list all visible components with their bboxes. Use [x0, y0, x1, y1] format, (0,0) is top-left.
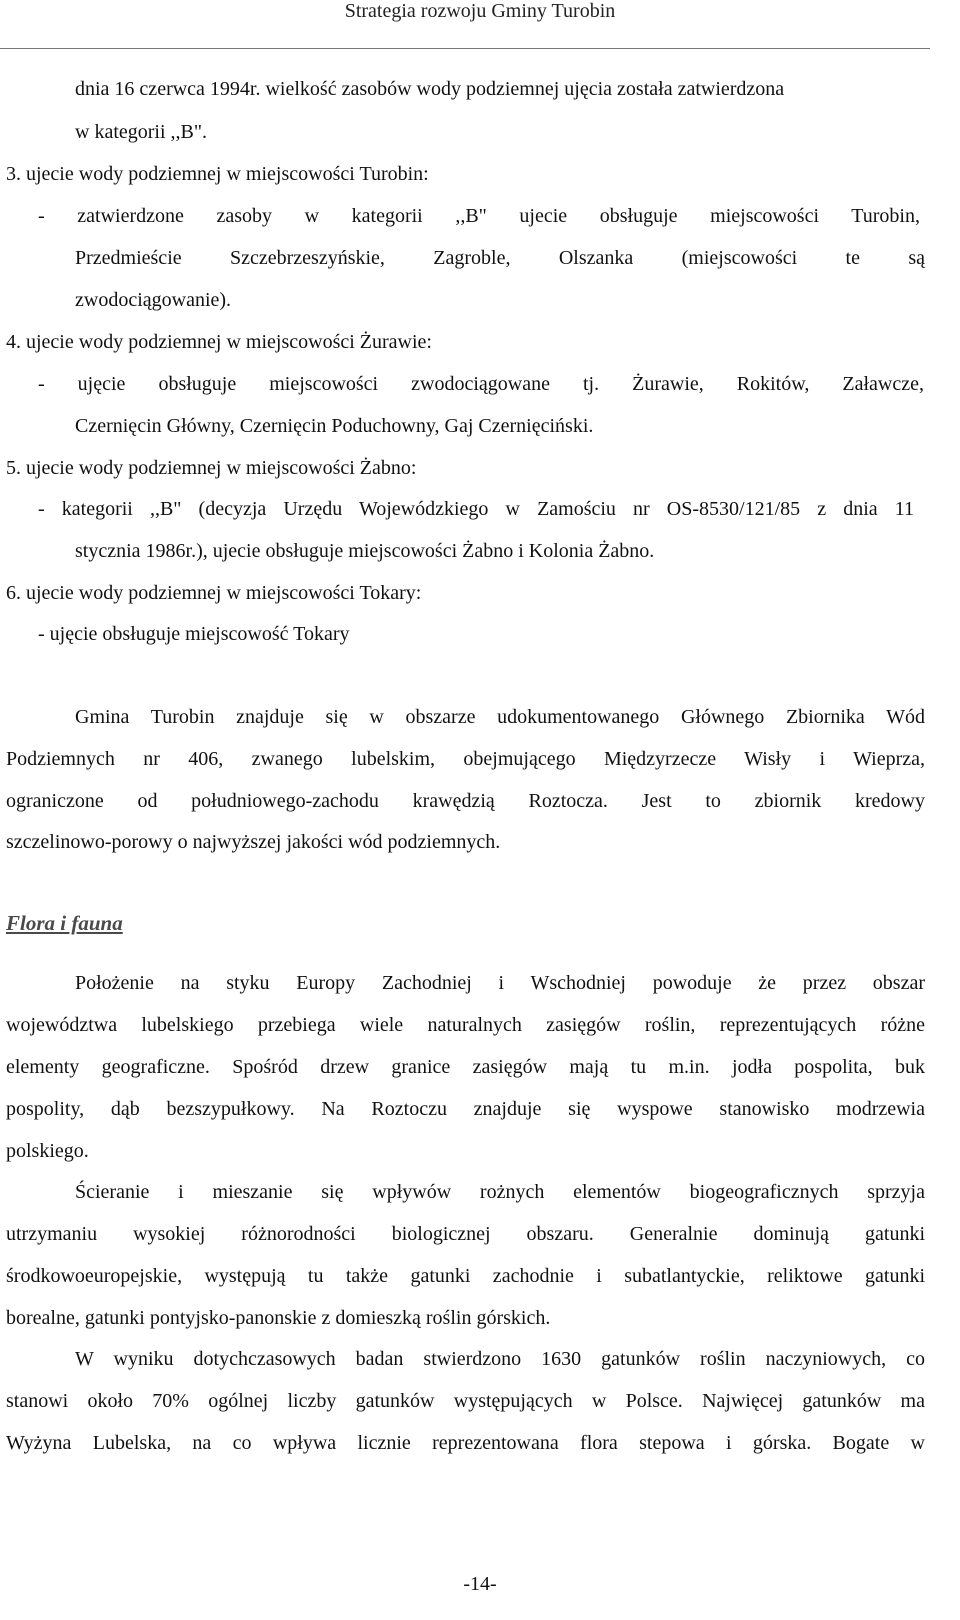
- list-item-4-title: 4. ujecie wody podziemnej w miejscowości Żurawie:: [6, 331, 432, 353]
- paragraph-biogeography-line-1: Ścieranie i mieszanie się wpływów rożnych elementów biogeograficznych sprzyja: [75, 1181, 925, 1203]
- list-item-4-cont: Czernięcin Główny, Czernięcin Poduchowny, Gaj Czernięciński.: [75, 415, 594, 437]
- paragraph-location-line-5: polskiego.: [6, 1140, 89, 1162]
- list-item-6-bullet: - ujęcie obsługuje miejscowość Tokary: [38, 623, 350, 645]
- page-number: -14-: [463, 1573, 497, 1595]
- section-heading-flora-fauna: Flora i fauna: [6, 911, 123, 935]
- list-item-5-cont: stycznia 1986r.), ujecie obsługuje miejscowości Żabno i Kolonia Żabno.: [75, 540, 655, 562]
- paragraph-gzwp-line-2: Podziemnych nr 406, zwanego lubelskim, obejmującego Międzyrzecze Wisły i Wieprza,: [6, 748, 925, 770]
- paragraph-location-line-2: województwa lubelskiego przebiega wiele naturalnych zasięgów roślin, reprezentujących różne: [6, 1014, 925, 1036]
- list-item-6-title: 6. ujecie wody podziemnej w miejscowości Tokary:: [6, 582, 422, 604]
- paragraph-location-line-3: elementy geograficzne. Spośród drzew granice zasięgów mają tu m.in. jodła pospolita, buk: [6, 1056, 925, 1078]
- list-line-1: dnia 16 czerwca 1994r. wielkość zasobów wody podziemnej ujęcia została zatwierdzona: [75, 78, 785, 100]
- paragraph-gzwp-line-1: Gmina Turobin znajduje się w obszarze udokumentowanego Głównego Zbiornika Wód: [75, 706, 925, 728]
- list-line-2: w kategorii ,,B".: [75, 121, 208, 143]
- paragraph-biogeography-line-2: utrzymaniu wysokiej różnorodności biologicznej obszaru. Generalnie dominują gatunki: [6, 1223, 925, 1245]
- list-item-5-title: 5. ujecie wody podziemnej w miejscowości Żabno:: [6, 457, 417, 479]
- list-item-4-bullet: - ujęcie obsługuje miejscowości zwodociągowane tj. Żurawie, Rokitów, Załawcze,: [38, 373, 924, 395]
- paragraph-gzwp-line-4: szczelinowo-porowy o najwyższej jakości wód podziemnych.: [6, 831, 501, 853]
- list-item-3-title: 3. ujecie wody podziemnej w miejscowości Turobin:: [6, 163, 429, 185]
- paragraph-biogeography-line-4: borealne, gatunki pontyjsko-panonskie z domieszką roślin górskich.: [6, 1307, 551, 1329]
- running-header: Strategia rozwoju Gminy Turobin: [344, 0, 616, 22]
- list-item-3-end: zwodociągowanie).: [75, 289, 232, 311]
- list-item-3-bullet: - zatwierdzone zasoby w kategorii ,,B" ujecie obsługuje miejscowości Turobin,: [38, 205, 920, 227]
- paragraph-species-line-1: W wyniku dotychczasowych badan stwierdzono 1630 gatunków roślin naczyniowych, co: [75, 1348, 925, 1370]
- paragraph-species-line-3: Wyżyna Lubelska, na co wpływa licznie reprezentowana flora stepowa i górska. Bogate w: [6, 1432, 925, 1454]
- paragraph-location-line-4: pospolity, dąb bezszypułkowy. Na Roztoczu znajduje się wyspowe stanowisko modrzewia: [6, 1098, 925, 1120]
- paragraph-species-line-2: stanowi około 70% ogólnej liczby gatunków występujących w Polsce. Najwięcej gatunków ma: [6, 1390, 925, 1412]
- paragraph-location-line-1: Położenie na styku Europy Zachodniej i Wschodniej powoduje że przez obszar: [75, 972, 925, 994]
- header-divider: [0, 48, 930, 49]
- paragraph-gzwp-line-3: ograniczone od południowego-zachodu krawędzią Roztocza. Jest to zbiornik kredowy: [6, 790, 925, 812]
- list-item-5-bullet: - kategorii ,,B" (decyzja Urzędu Wojewódzkiego w Zamościu nr OS-8530/121/85 z dnia 11: [38, 498, 914, 520]
- list-item-3-cont: Przedmieście Szczebrzeszyńskie, Zagroble, Olszanka (miejscowości te są: [75, 247, 925, 269]
- paragraph-biogeography-line-3: środkowoeuropejskie, występują tu także gatunki zachodnie i subatlantyckie, reliktowe gatunki: [6, 1265, 925, 1287]
